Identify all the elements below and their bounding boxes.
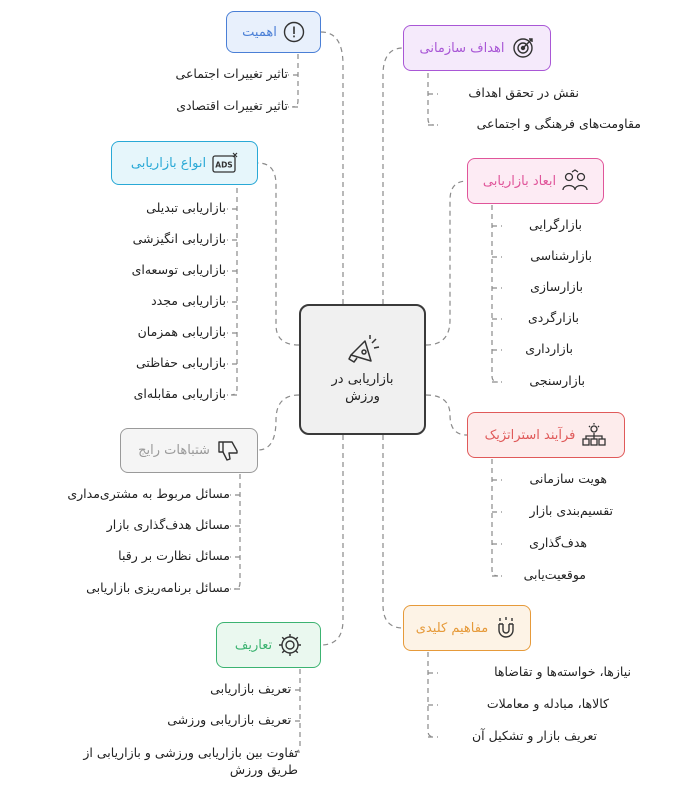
branch-importance[interactable]: [226, 11, 321, 53]
branch-label: مفاهیم کلیدی: [415, 620, 489, 636]
branch-label: شتباهات رایج: [138, 443, 210, 458]
leaf-types-3: بازاریابی توسعه‌ای: [131, 262, 226, 277]
leaf-mistakes-1: مسائل مربوط به مشتری‌مداری: [67, 486, 230, 501]
leaf-dimensions-5: بازارداری: [525, 341, 573, 356]
center-topic[interactable]: [299, 304, 426, 435]
leaf-definitions-2: تعریف بازاریابی ورزشی: [167, 712, 291, 727]
leaf-strategy-4: موقعیت‌یابی: [523, 567, 586, 582]
branch-strategic-process[interactable]: [467, 412, 625, 458]
leaf-types-4: بازاریابی مجدد: [151, 293, 226, 308]
thumbs-down-icon: [216, 440, 240, 462]
leaf-mistakes-2: مسائل هدف‌گذاری بازار: [106, 517, 230, 532]
leaf-strategy-1: هویت سازمانی: [529, 471, 607, 486]
gear-icon: [278, 633, 302, 657]
megaphone-icon: [345, 335, 381, 371]
leaf-strategy-3: هدف‌گذاری: [529, 535, 587, 550]
hierarchy-icon: [581, 423, 607, 447]
ads-icon: [212, 152, 238, 174]
branch-key-concepts[interactable]: [403, 605, 531, 651]
leaf-goals-2: مقاومت‌های فرهنگی و اجتماعی: [476, 116, 641, 131]
leaf-mistakes-3: مسائل نظارت بر رقبا: [118, 548, 230, 563]
branch-common-mistakes[interactable]: [120, 428, 258, 473]
leaf-concepts-1: نیازها، خواسته‌ها و تقاضاها: [494, 664, 631, 679]
leaf-types-1: بازاریابی تبدیلی: [146, 200, 226, 215]
leaf-dimensions-3: بازارسازی: [530, 279, 583, 294]
branch-label: فرآیند استراتژیک: [484, 427, 576, 443]
svg-text:ADS: ADS: [215, 160, 233, 170]
leaf-concepts-3: تعریف بازار و تشکیل آن: [471, 728, 597, 743]
leaf-dimensions-1: بازارگرایی: [528, 217, 582, 232]
leaf-types-7: بازاریابی مقابله‌ای: [133, 386, 226, 401]
leaf-importance-1: تاثیر تغییرات اجتماعی: [175, 66, 288, 81]
exclamation-icon: [283, 21, 305, 43]
leaf-mistakes-4: مسائل برنامه‌ریزی بازاریابی: [86, 580, 230, 595]
branch-label: ابعاد بازاریابی: [482, 173, 557, 189]
branch-organizational-goals[interactable]: [403, 25, 551, 71]
leaf-strategy-2: تقسیم‌بندی بازار: [529, 503, 613, 518]
people-icon: [562, 169, 588, 193]
leaf-importance-2: تاثیر تغییرات اقتصادی: [176, 98, 288, 113]
leaf-types-5: بازاریابی همزمان: [137, 324, 226, 339]
leaf-dimensions-2: بازارشناسی: [530, 248, 592, 263]
leaf-types-6: بازاریابی حفاظتی: [136, 355, 226, 370]
leaf-concepts-2: کالاها، مبادله و معاملات: [486, 696, 609, 711]
branch-definitions[interactable]: [216, 622, 321, 668]
magnet-icon: [494, 616, 518, 640]
leaf-definitions-1: تعریف بازاریابی: [210, 681, 291, 696]
leaf-dimensions-6: بازارسنجی: [529, 373, 585, 388]
branch-label: تعاریف: [234, 637, 273, 653]
branch-label: انواع بازاریابی: [130, 155, 207, 171]
leaf-types-2: بازاریابی انگیزشی: [132, 231, 226, 246]
branch-marketing-types[interactable]: [111, 141, 258, 185]
leaf-goals-1: نقش در تحقق اهداف: [468, 85, 579, 100]
center-title: بازاریابی در ورزش: [331, 371, 394, 404]
branch-marketing-dimensions[interactable]: [467, 158, 604, 204]
leaf-definitions-3: تفاوت بین بازاریابی ورزشی و بازاریابی از طریق ورزش: [83, 745, 298, 777]
branch-label: اهداف سازمانی: [419, 40, 505, 56]
target-icon: [511, 36, 535, 60]
branch-label: اهمیت: [242, 24, 277, 40]
leaf-dimensions-4: بازارگردی: [527, 310, 579, 325]
